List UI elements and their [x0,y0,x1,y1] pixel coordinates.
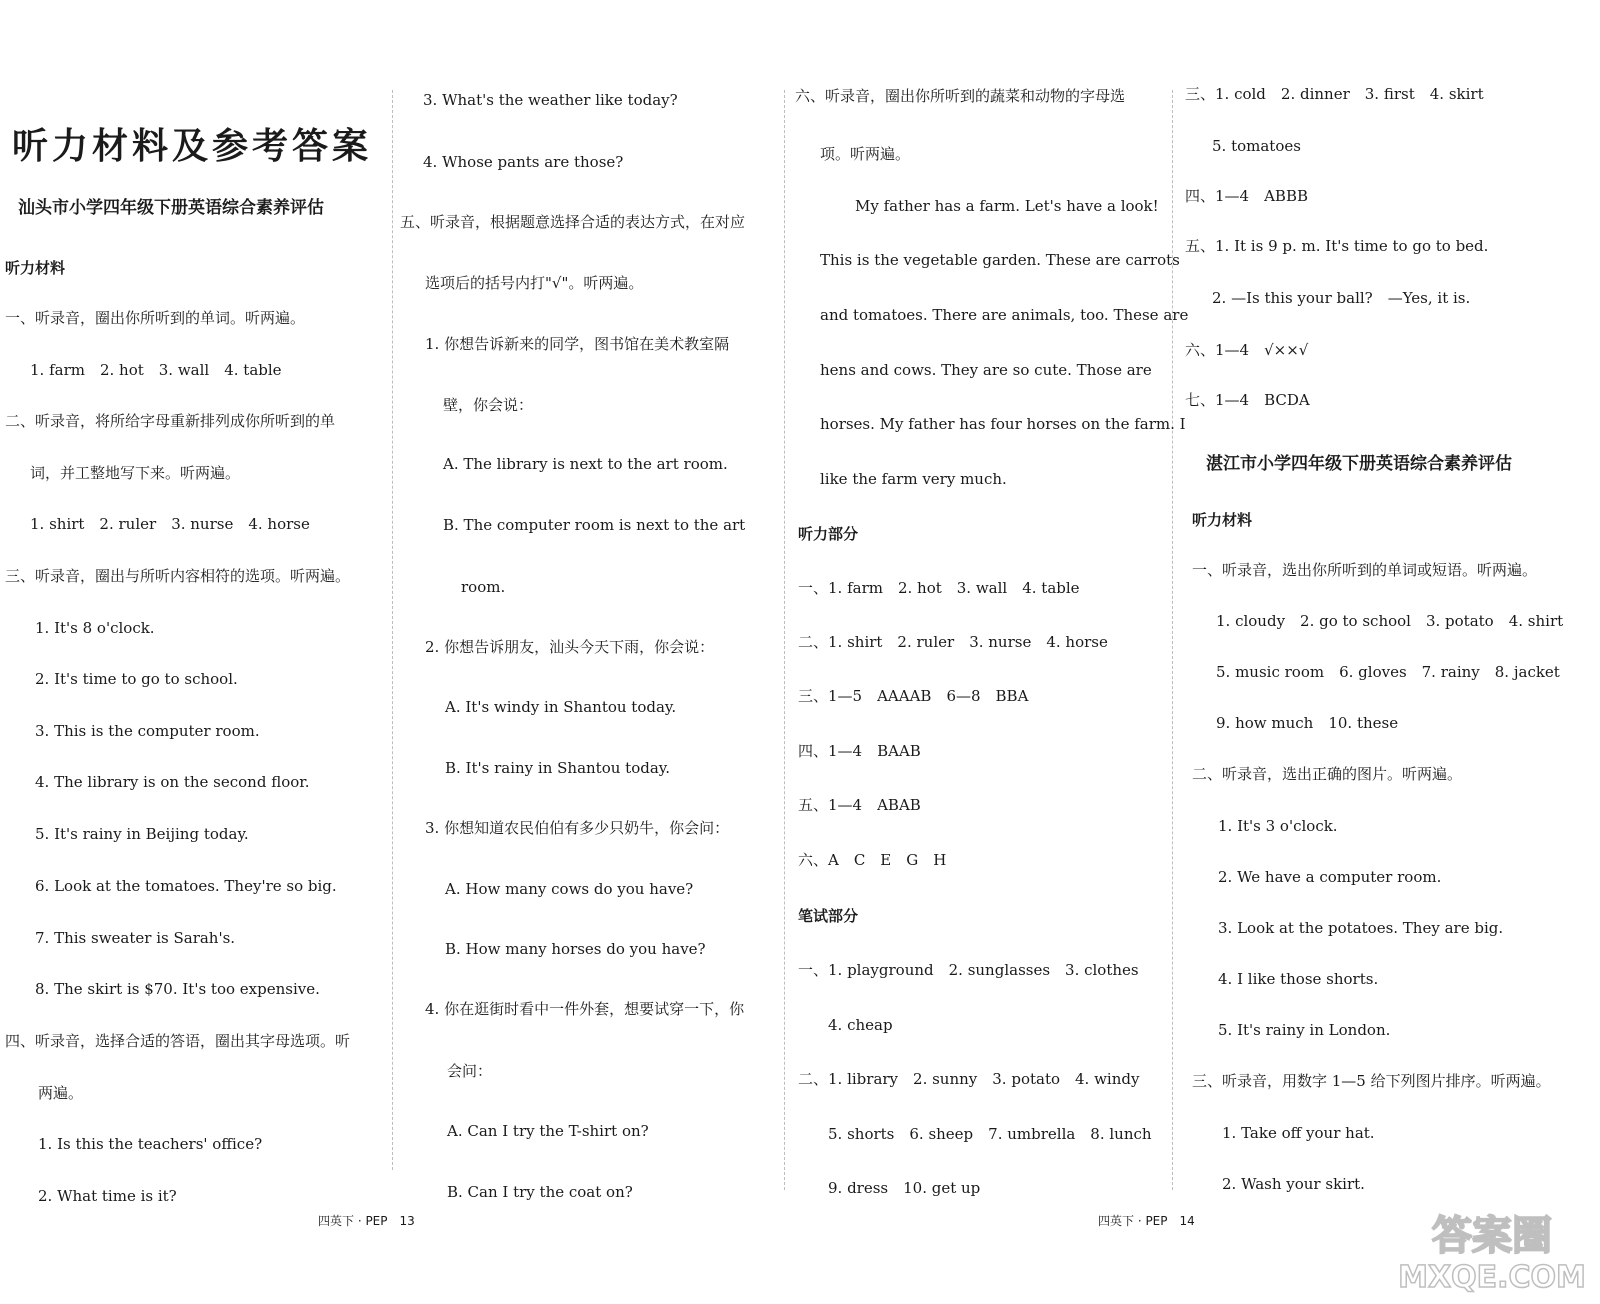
column-divider [392,90,393,1170]
section-heading: 听力材料 [5,259,66,277]
text-line: 1. 你想告诉新来的同学，图书馆在美术教室隔 [425,335,730,353]
text-line: 2. It's time to go to school. [35,670,238,688]
text-line: 2. Wash your skirt. [1222,1175,1365,1193]
instruction: 三、听录音，用数字 1—5 给下列图片排序。听两遍。 [1192,1072,1551,1090]
text-line: 1. It's 3 o'clock. [1218,817,1338,835]
option-b: B. Can I try the coat on? [447,1183,633,1201]
text-line: 3. Look at the potatoes. They are big. [1218,919,1504,937]
section-heading: 笔试部分 [798,907,859,925]
section-heading: 听力部分 [798,525,859,543]
answer-line: 五、1—4 ABAB [798,796,921,814]
text-line: 1. cloudy 2. go to school 3. potato 4. shirt [1216,612,1564,630]
text-line: 2. We have a computer room. [1218,868,1442,886]
text-line: 壁，你会说： [443,396,534,414]
page-footer-right: 四英下 · PEP 14 [1098,1214,1195,1228]
instruction: 选项后的括号内打"√"。听两遍。 [425,274,644,292]
text-line: 6. Look at the tomatoes. They're so big. [35,877,337,895]
text-line: My father has a farm. Let's have a look! [855,197,1159,215]
instruction: 三、听录音，圈出与所听内容相符的选项。听两遍。 [5,567,351,585]
section-title: 汕头市小学四年级下册英语综合素养评估 [18,198,324,218]
instruction: 四、听录音，选择合适的答语，圈出其字母选项。听 [5,1032,351,1050]
answer-line: 4. cheap [828,1016,893,1034]
text-line: 9. how much 10. these [1216,714,1399,732]
text-line: room. [461,578,506,596]
text-line: This is the vegetable garden. These are carrots [820,251,1180,269]
text-line: 1. Take off your hat. [1222,1124,1375,1142]
watermark-bottom: MXQE.COM [1398,1260,1586,1295]
answer-line: 5. tomatoes [1212,137,1301,155]
section-title: 湛江市小学四年级下册英语综合素养评估 [1206,454,1512,474]
column-1 [0,0,390,1304]
option-a: A. How many cows do you have? [445,880,694,898]
column-3 [790,0,1189,1304]
option-b: B. How many horses do you have? [445,940,706,958]
instruction: 六、听录音，圈出你所听到的蔬菜和动物的字母选 [795,87,1126,105]
answer-line: 五、1. It is 9 p. m. It's time to go to bed. [1185,237,1489,255]
instruction: 项。听两遍。 [820,145,911,163]
answer-line: 四、1—4 ABBB [1185,187,1308,205]
instruction: 词，并工整地写下来。听两遍。 [30,464,241,482]
answer-line: 5. shorts 6. sheep 7. umbrella 8. lunch [828,1125,1152,1143]
text-line: 5. It's rainy in London. [1218,1021,1391,1039]
option-b: B. The computer room is next to the art [443,516,746,534]
option-b: B. It's rainy in Shantou today. [445,759,671,777]
text-line: 5. It's rainy in Beijing today. [35,825,249,843]
instruction: 一、听录音，圈出你所听到的单词。听两遍。 [5,309,306,327]
text-line: horses. My father has four horses on the farm. I [820,415,1186,433]
text-line: 1. Is this the teachers' office? [38,1135,263,1153]
instruction: 五、听录音，根据题意选择合适的表达方式，在对应 [400,213,746,231]
option-a: A. The library is next to the art room. [443,455,728,473]
text-line: 4. Whose pants are those? [423,153,624,171]
option-a: A. It's windy in Shantou today. [445,698,677,716]
text-line: 1. shirt 2. ruler 3. nurse 4. horse [30,515,310,533]
text-line: 3. This is the computer room. [35,722,260,740]
instruction: 两遍。 [38,1084,84,1102]
text-line: 1. farm 2. hot 3. wall 4. table [30,361,282,379]
answer-line: 六、A C E G H [798,851,947,869]
instruction: 一、听录音，选出你所听到的单词或短语。听两遍。 [1192,561,1538,579]
text-line: 1. It's 8 o'clock. [35,619,155,637]
answer-line: 2. —Is this your ball? —Yes, it is. [1212,289,1471,307]
answer-line: 一、1. playground 2. sunglasses 3. clothes [798,961,1139,979]
answer-line: 四、1—4 BAAB [798,742,921,760]
answer-line: 二、1. shirt 2. ruler 3. nurse 4. horse [798,633,1108,651]
text-line: 2. 你想告诉朋友，汕头今天下雨，你会说： [425,638,715,656]
answer-line: 一、1. farm 2. hot 3. wall 4. table [798,579,1080,597]
text-line: 4. 你在逛街时看中一件外套，想要试穿一下，你 [425,1000,745,1018]
text-line: 8. The skirt is $70. It's too expensive. [35,980,320,998]
text-line: and tomatoes. There are animals, too. These are [820,306,1189,324]
section-heading: 听力材料 [1192,511,1253,529]
text-line: 2. What time is it? [38,1187,177,1205]
option-a: A. Can I try the T-shirt on? [447,1122,649,1140]
instruction: 二、听录音，将所给字母重新排列成你所听到的单 [5,412,336,430]
text-line: like the farm very much. [820,470,1007,488]
instruction: 二、听录音，选出正确的图片。听两遍。 [1192,765,1463,783]
text-line: 5. music room 6. gloves 7. rainy 8. jacket [1216,663,1560,681]
text-line: hens and cows. They are so cute. Those are [820,361,1152,379]
answer-line: 三、1—5 AAAAB 6—8 BBA [798,687,1029,705]
column-divider [784,90,785,1190]
column-2 [395,0,780,1304]
answer-line: 9. dress 10. get up [828,1179,981,1197]
text-line: 会问： [447,1062,493,1080]
text-line: 3. 你想知道农民伯伯有多少只奶牛，你会问： [425,819,730,837]
page-title: 听力材料及参考答案 [12,126,373,167]
answer-line: 六、1—4 √××√ [1185,341,1309,359]
text-line: 3. What's the weather like today? [423,91,678,109]
watermark-top: 答案圈 [1432,1213,1552,1259]
column-4 [1180,0,1596,1304]
answer-line: 七、1—4 BCDA [1185,391,1310,409]
text-line: 7. This sweater is Sarah's. [35,929,236,947]
answer-line: 三、1. cold 2. dinner 3. first 4. skirt [1185,85,1484,103]
text-line: 4. I like those shorts. [1218,970,1379,988]
page-footer-left: 四英下 · PEP 13 [318,1214,415,1228]
text-line: 4. The library is on the second floor. [35,773,310,791]
answer-line: 二、1. library 2. sunny 3. potato 4. windy [798,1070,1140,1088]
watermark-logo [1392,1201,1592,1296]
